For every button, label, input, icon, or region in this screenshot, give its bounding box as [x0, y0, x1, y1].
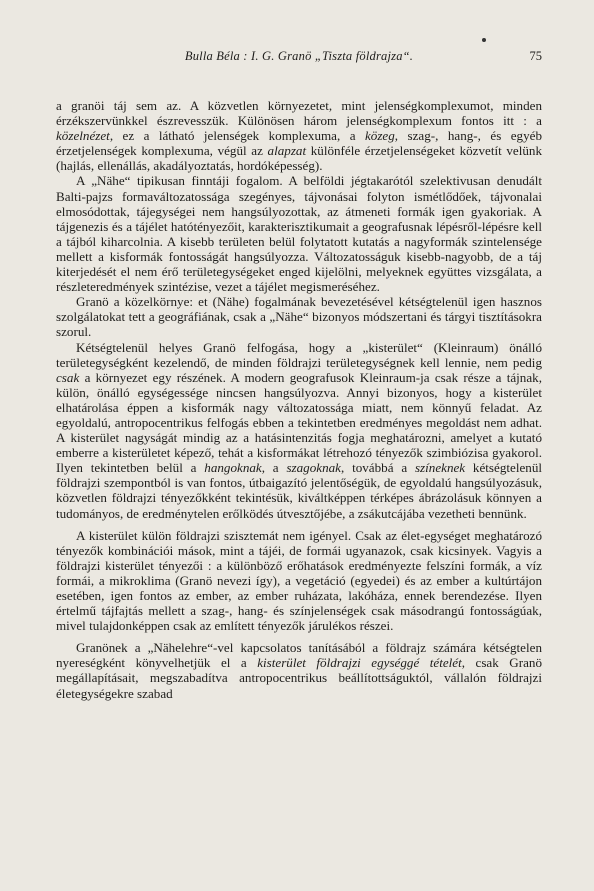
text-run: , a [261, 460, 287, 476]
text-run: , továbbá a [341, 460, 415, 476]
body-text [56, 98, 542, 701]
emphasized-term: színeknek [414, 460, 466, 476]
emphasized-term: közelnézet [56, 128, 110, 144]
emphasized-term: kisterület földrajzi egységgé tételét [257, 655, 462, 671]
paragraph [56, 294, 542, 339]
emphasized-term: közeg [364, 128, 395, 144]
text-run: a granöi táj sem az. A közvetlen környezetet, mint jelenségkomplexumot, minden érzékszervünkkel észrevesszük. Különösen három jelenségkomplexum fontos itt : a [56, 98, 542, 129]
text-run: Granö a közelkörnye: et (Nähe) fogalmának bevezetésével kétségtelenül igen hasznos szolgálatokat tett a geográfiának, csak a „Nähe“ bizonyos módszertani és tárgyi tisztításokra szorul. [56, 294, 542, 340]
paragraph [56, 640, 542, 700]
text-run: Granönek a „Nähelehre“-vel kapcsolatos tanításából a földrajz számára kétségtelen nyereségként könyvelhetjük el a [56, 640, 542, 671]
emphasized-term: hangoknak [204, 460, 262, 476]
text-run: , szag-, hang-, és egyéb érzetjelenségek komplexuma, végül az [56, 128, 542, 159]
paragraph [56, 98, 542, 173]
running-header [56, 49, 542, 67]
paragraph [56, 340, 542, 521]
text-run: A „Nähe“ tipikusan finntáji fogalom. A belföldi jégtakarótól szelektivusan denudált Balti-pajzs formaváltozatossága szegényes, tájvonásai folyton ismétlődőek, tájvonalai elmosódottak, tájegységei nem hangsúlyozottak, az átmeneti formák igen gyakoriak. A tájgenezis és a tájélet hatótényezőit, karakterisztikumait a geografusnak lépésről-lépésre kell a tájból kiharcolnia. A kisebb területen belül folytatott kutatás a nagyformák szintelensége mellett a kisformák fontosságát hangsúlyozza. Változatosságuk kisebb-nagyobb, de a táj kiterjedését el nem érő területegységeket enged kijelölni, melyeknek együttes vizsgálata, a részleteredmények szintézise, vezet a tájélet megismeréséhez. [56, 173, 542, 295]
text-run: A kisterület külön földrajzi szisztemát nem igényel. Csak az élet-egységet meghatározó tényezők kombinációi mások, mint a tájéi, de formái ugyanazok, csak kicsinyek. Vagyis a földrajzi kisterület tényezői : a különböző erőhatások eredményezte felszíni formák, a víz formái, a mikroklima (Granö nevezi így), a vegetáció (egyedei) és az ember a kultúrtájon esetében, igen fontos az ember, az ember ruházata, lakóháza, ennek berendezése. Ilyen értelmű tájfajtás mellett a szag-, hang- és színjelenségek csak másodrangú fontosságúak, mivel tulajdonképpen csak az említett tényezők járulékos részei. [56, 527, 542, 634]
emphasized-term: csak [56, 369, 80, 385]
text-run: kétségtelenül földrajzi szempontból is van fontos, útbaigazító jelentőségük, de egyoldalú hangsúlyozásuk, közvetlen földrajzi tényezőkként tekintésük, kiváltképpen térképes ábrázolásuk könnyen a tudományos, de eredménytelen erőlködés útvesztőjébe, a zsákutcájába vezetheti bennünk. [56, 460, 543, 521]
paragraph [56, 173, 542, 294]
page-number: 75 [529, 49, 542, 63]
emphasized-term: alapzat [267, 143, 307, 159]
paragraph [56, 528, 542, 634]
text-run: különféle érzetjelenségeket közvetít velünk (hajlás, ellenállás, akadályoztatás, hordóképesség). [56, 143, 543, 174]
text-run: a környezet egy részének. A modern geografusok Kleinraum-ja csak része a tájnak, külön, önálló egységessége nincsen hangsúlyozva. Annyi bizonyos, hogy a kisterület elhatárolása éppen a kisformák nagy változatossága miatt, nem könnyű feladat. Az egyoldalú, antropocentrikus felfogás ebben a tekintetben eredményes megoldást nem adhat. A kisterület nagyságát mindig az a hatásintenzitás fogja meghatározni, amelyet a kutató emberre a kisterületet képező, tehát a kisformákat létrehozó tényezők szimbiózisa gyakorol. Ilyen tekintetben belül a [56, 369, 542, 476]
running-title: Bulla Béla : I. G. Granö „Tiszta földrajza“. [184, 49, 414, 63]
ink-speck [482, 38, 486, 42]
text-run: Kétségtelenül helyes Granö felfogása, hogy a „kisterület“ (Kleinraum) önálló területegységként kezelendő, de minden földrajzi területegységnek kell lennie, nem pedig [56, 339, 542, 370]
emphasized-term: szagoknak [286, 460, 341, 476]
text-run: , csak Granö megállapításait, megszabadítva antropocentrikus beállítottságuktól, vállalón földrajzi életegységekre szabad [56, 655, 542, 701]
text-run: , ez a látható jelenségek komplexuma, a [109, 128, 365, 144]
